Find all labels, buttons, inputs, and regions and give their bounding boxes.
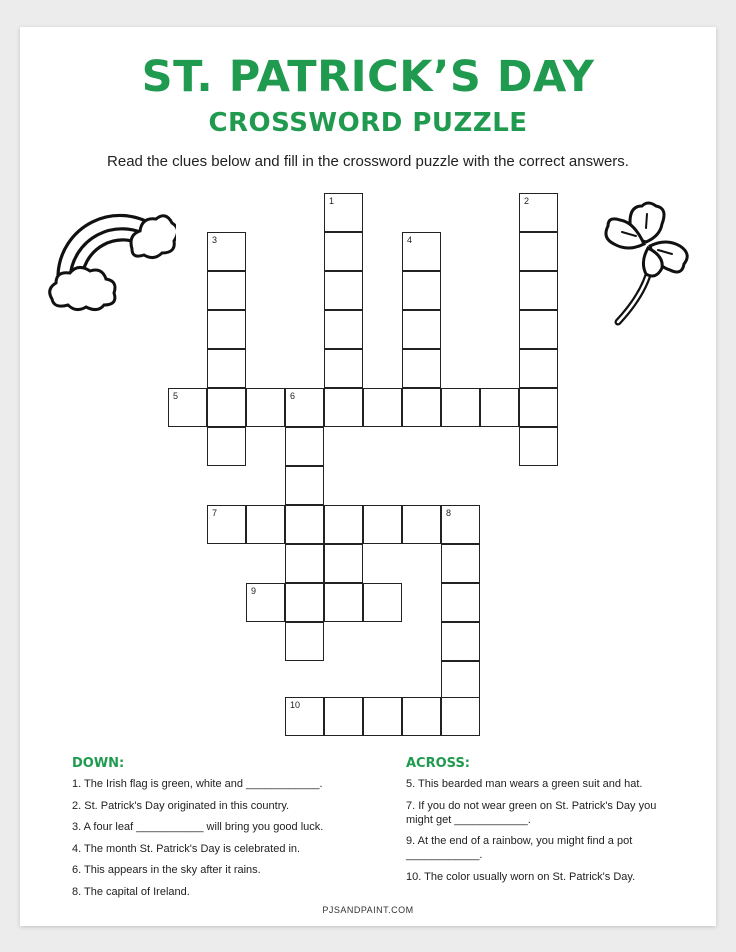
clue-number: 9 [251,586,257,596]
crossword-cell[interactable] [363,388,402,427]
clue-down-4: 4. The month St. Patrick's Day is celebrated in. [72,842,301,855]
crossword-cell[interactable] [441,544,480,583]
crossword-cell[interactable] [246,388,285,427]
crossword-cell[interactable] [207,310,246,349]
across-clues [406,756,686,891]
crossword-cell[interactable] [519,193,558,232]
crossword-cell[interactable] [441,388,480,427]
clue-number: 10 [290,700,301,710]
clue-across-7: 7. If you do not wear green on St. Patrick's Day you might get ____________. [406,799,657,826]
crossword-cell[interactable] [324,310,363,349]
clue-number: 2 [524,196,530,206]
crossword-cell[interactable] [363,583,402,622]
crossword-cell[interactable] [441,505,480,544]
crossword-cell[interactable] [285,505,324,544]
crossword-cell[interactable] [246,505,285,544]
crossword-cell[interactable] [402,310,441,349]
crossword-cell[interactable] [324,349,363,388]
crossword-cell[interactable] [168,388,207,427]
crossword-cell[interactable] [402,232,441,271]
crossword-cell[interactable] [285,697,324,736]
clue-number: 5 [173,391,179,401]
crossword-cell[interactable] [207,388,246,427]
crossword-cell[interactable] [285,583,324,622]
crossword-cell[interactable] [324,583,363,622]
crossword-cell[interactable] [402,271,441,310]
clue-number: 1 [329,196,335,206]
crossword-cell[interactable] [324,232,363,271]
crossword-cell[interactable] [519,232,558,271]
clue-number: 8 [446,508,452,518]
crossword-cell[interactable] [285,544,324,583]
crossword-cell[interactable] [402,388,441,427]
crossword-cell[interactable] [285,427,324,466]
crossword-cell[interactable] [207,232,246,271]
crossword-cell[interactable] [363,697,402,736]
crossword-cell[interactable] [285,388,324,427]
crossword-cell[interactable] [519,310,558,349]
crossword-cell[interactable] [480,388,519,427]
crossword-cell[interactable] [324,193,363,232]
clue-number: 7 [212,508,218,518]
crossword-cell[interactable] [441,622,480,661]
crossword-cell[interactable] [519,349,558,388]
crossword-cell[interactable] [246,583,285,622]
clue-down-2: 2. St. Patrick's Day originated in this country. [72,799,290,812]
crossword-cell[interactable] [207,271,246,310]
crossword-cell[interactable] [402,505,441,544]
crossword-cell[interactable] [324,505,363,544]
crossword-cell[interactable] [441,697,480,736]
instructions: Read the clues below and fill in the crossword puzzle with the correct answers. [107,153,629,170]
crossword-cell[interactable] [285,466,324,505]
crossword-cell[interactable] [324,388,363,427]
crossword-cell[interactable] [402,697,441,736]
crossword-cell[interactable] [519,427,558,466]
crossword-cell[interactable] [519,388,558,427]
clue-across-5: 5. This bearded man wears a green suit and hat. [406,778,643,790]
crossword-cell[interactable] [441,661,480,700]
clue-number: 3 [212,235,218,245]
crossword-cell[interactable] [402,349,441,388]
across-heading: ACROSS: [406,756,471,771]
down-heading: DOWN: [72,756,125,771]
crossword-cell[interactable] [207,427,246,466]
crossword-cell[interactable] [363,505,402,544]
clue-across-9: 9. At the end of a rainbow, you might find a pot ____________. [406,835,633,861]
page-title: ST. PATRICK’S DAY [141,52,595,102]
clue-number: 4 [407,235,413,245]
crossword-cell[interactable] [207,349,246,388]
page-subtitle: CROSSWORD PUZZLE [208,108,528,138]
crossword-cell[interactable] [324,544,363,583]
crossword-cell[interactable] [324,271,363,310]
clue-down-1: 1. The Irish flag is green, white and ____________. [72,778,323,790]
down-clues [72,756,372,906]
clue-number: 6 [290,391,296,401]
clue-down-6: 6. This appears in the sky after it rains. [72,864,261,876]
footer-credit: PJSANDPAINT.COM [322,905,414,915]
crossword-cell[interactable] [519,271,558,310]
crossword-cell[interactable] [324,697,363,736]
clue-down-8: 8. The capital of Ireland. [72,885,190,898]
clue-across-10: 10. The color usually worn on St. Patrick's Day. [406,870,636,883]
crossword-cell[interactable] [285,622,324,661]
clue-down-3: 3. A four leaf ___________ will bring you good luck. [72,821,324,833]
crossword-cell[interactable] [207,505,246,544]
crossword-cell[interactable] [441,583,480,622]
